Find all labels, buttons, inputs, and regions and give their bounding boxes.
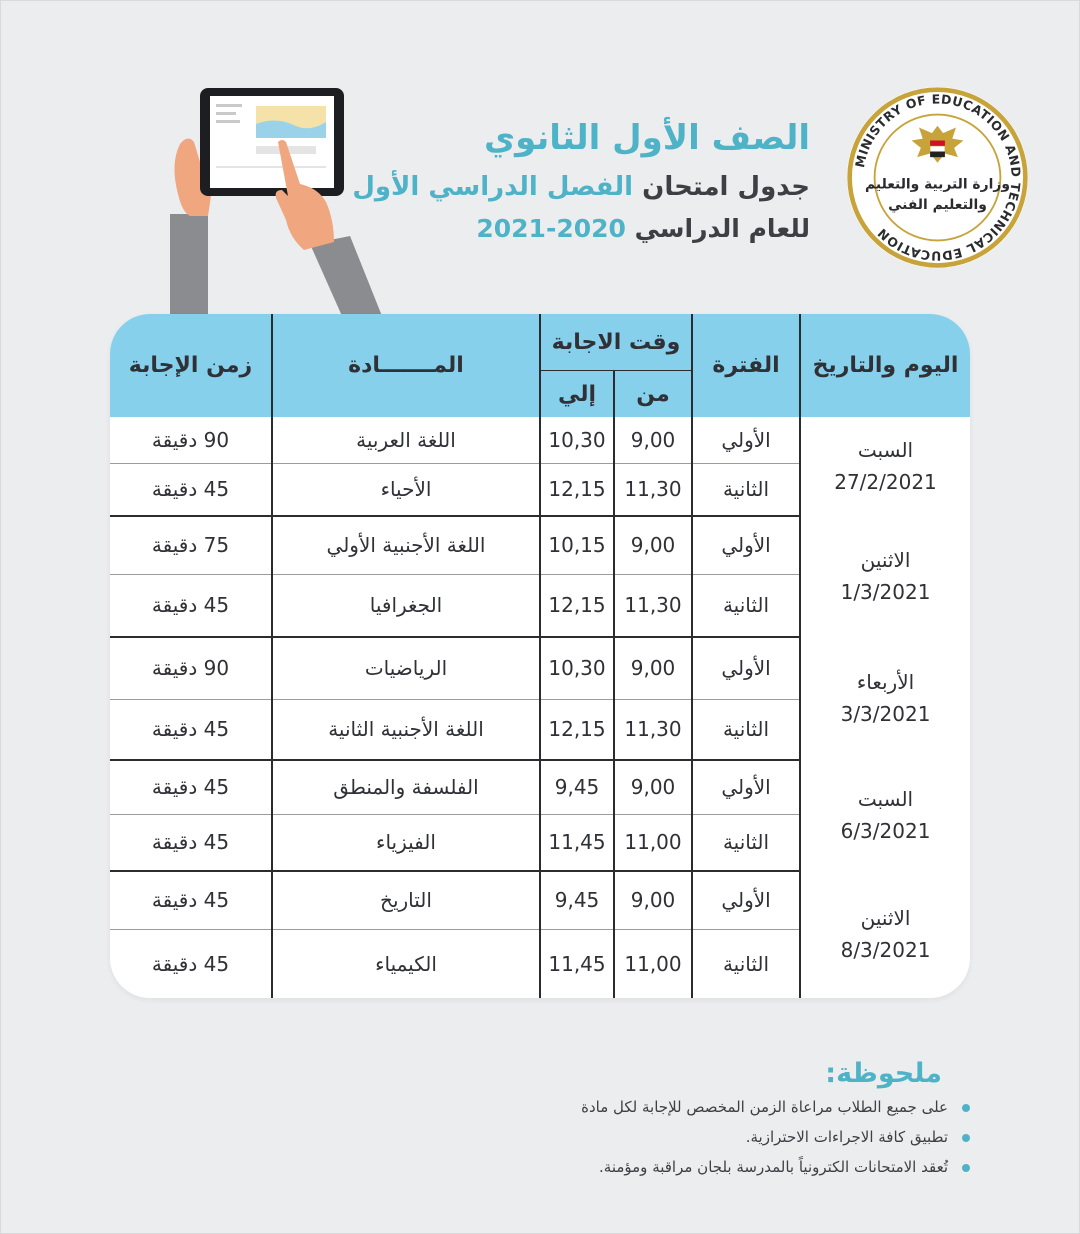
- schedule-card: [110, 314, 970, 998]
- day-name: الاثنين: [860, 548, 911, 573]
- date-value: 1/3/2021: [840, 580, 931, 605]
- from-cell: 11,00: [614, 814, 692, 870]
- period-cell: الثانية: [692, 463, 800, 515]
- subject-cell: اللغة العربية: [272, 417, 540, 463]
- date-value: 6/3/2021: [840, 819, 931, 844]
- subject-cell: الرياضيات: [272, 637, 540, 700]
- bullet-icon: [962, 1164, 970, 1172]
- subtitle-highlight: الفصل الدراسي الأول: [352, 172, 634, 202]
- period-cell: الأولي: [692, 871, 800, 930]
- from-cell: 9,00: [614, 637, 692, 700]
- from-cell: 9,00: [614, 516, 692, 575]
- table-row: [110, 637, 970, 700]
- table-row: [110, 417, 970, 463]
- from-cell: 11,00: [614, 929, 692, 998]
- from-cell: 11,30: [614, 574, 692, 637]
- year-highlight: 2020-2021: [476, 214, 626, 243]
- date-value: 3/3/2021: [840, 702, 931, 727]
- duration-cell: 45 دقيقة: [151, 951, 230, 976]
- period-cell: الثانية: [692, 814, 800, 870]
- subject-cell: التاريخ: [272, 871, 540, 930]
- period-cell: الثانية: [692, 929, 800, 998]
- to-cell: 9,45: [540, 871, 614, 930]
- header-duration: زمن الإجابة: [110, 314, 272, 417]
- to-cell: 9,45: [540, 760, 614, 814]
- table-row: [110, 871, 970, 930]
- duration-cell: 45 دقيقة: [110, 871, 272, 930]
- period-cell: الأولي: [692, 760, 800, 814]
- duration-cell: 90 دقيقة: [110, 637, 272, 700]
- list-item: [470, 1122, 970, 1152]
- day-date-cell: [800, 637, 970, 760]
- period-cell: الثانية: [692, 699, 800, 760]
- period-cell: الأولي: [692, 637, 800, 700]
- subject-cell: الجغرافيا: [272, 574, 540, 637]
- subtitle-prefix: جدول امتحان: [642, 172, 810, 202]
- day-name: الاثنين: [860, 906, 911, 931]
- to-cell: 12,15: [540, 699, 614, 760]
- header-subject: المـــــــادة: [272, 314, 540, 417]
- exam-schedule-table: [110, 314, 970, 998]
- subject-cell: اللغة الأجنبية الأولي: [272, 516, 540, 575]
- logo-arabic-line-2: والتعليم الفني: [888, 196, 987, 213]
- ministry-logo: [845, 85, 1030, 270]
- bullet-icon: [962, 1134, 970, 1142]
- table-row: [110, 516, 970, 575]
- note-text: تطبيق كافة الاجراءات الاحترازية.: [745, 1128, 948, 1146]
- table-row: [110, 760, 970, 814]
- day-date-cell: [800, 417, 970, 516]
- header-period: الفترة: [692, 314, 800, 417]
- bullet-icon: [962, 1104, 970, 1112]
- duration-cell: 45 دقيقة: [110, 699, 272, 760]
- to-cell: 12,15: [540, 463, 614, 515]
- subject-cell: الأحياء: [272, 463, 540, 515]
- day-name: الأربعاء: [856, 670, 915, 695]
- from-cell: 9,00: [614, 417, 692, 463]
- day-name: السبت: [857, 438, 914, 463]
- duration-cell: 45 دقيقة: [110, 814, 272, 870]
- duration-cell: 75 دقيقة: [110, 516, 272, 575]
- to-cell: 11,45: [540, 929, 614, 998]
- subject-cell: الفلسفة والمنطق: [272, 760, 540, 814]
- list-item: [470, 1092, 970, 1122]
- note-text: على جميع الطلاب مراعاة الزمن المخصص للإجابة لكل مادة: [581, 1098, 948, 1116]
- to-cell: 11,45: [540, 814, 614, 870]
- day-date-cell: [800, 760, 970, 871]
- subject-cell: الكيمياء: [272, 929, 540, 998]
- logo-ring-text: MINISTRY OF EDUCATION AND TECHNICAL EDUCATION: [852, 91, 1024, 264]
- to-cell: 10,15: [540, 516, 614, 575]
- date-value: 27/2/2021: [834, 470, 937, 495]
- from-cell: 11,30: [614, 699, 692, 760]
- header-from: من: [614, 371, 692, 418]
- day-name: السبت: [857, 787, 914, 812]
- header-answer-time: وقت الاجابة: [540, 314, 692, 371]
- from-cell: 9,00: [614, 871, 692, 930]
- notes-title: ملحوظة:: [825, 1058, 942, 1089]
- subject-cell: اللغة الأجنبية الثانية: [272, 699, 540, 760]
- page-title: الصف الأول الثانوي: [483, 118, 810, 158]
- logo-arabic-line-1: وزارة التربية والتعليم: [865, 176, 1010, 193]
- tablet-hands-icon: [160, 84, 390, 316]
- period-cell: الثانية: [692, 574, 800, 637]
- duration-cell: 90 دقيقة: [110, 417, 272, 463]
- note-text: تُعقد الامتحانات الكترونياً بالمدرسة بلجان مراقبة ومؤمنة.: [599, 1158, 948, 1176]
- header-to: إلي: [540, 371, 614, 418]
- period-cell: الأولي: [692, 516, 800, 575]
- year-prefix: للعام الدراسي: [634, 214, 810, 243]
- from-cell: 9,00: [614, 760, 692, 814]
- duration-cell: 45 دقيقة: [110, 760, 272, 814]
- header-day-date: اليوم والتاريخ: [800, 314, 970, 417]
- to-cell: 10,30: [540, 417, 614, 463]
- duration-cell: 45 دقيقة: [110, 463, 272, 515]
- from-cell: 11,30: [614, 463, 692, 515]
- duration-cell: 45 دقيقة: [110, 574, 272, 637]
- to-cell: 10,30: [540, 637, 614, 700]
- day-date-cell: [800, 871, 970, 998]
- subject-cell: الفيزياء: [272, 814, 540, 870]
- list-item: [470, 1152, 970, 1182]
- date-value: 8/3/2021: [840, 938, 931, 963]
- to-cell: 12,15: [540, 574, 614, 637]
- period-cell: الأولي: [692, 417, 800, 463]
- day-date-cell: [800, 516, 970, 637]
- notes-list: [470, 1092, 970, 1182]
